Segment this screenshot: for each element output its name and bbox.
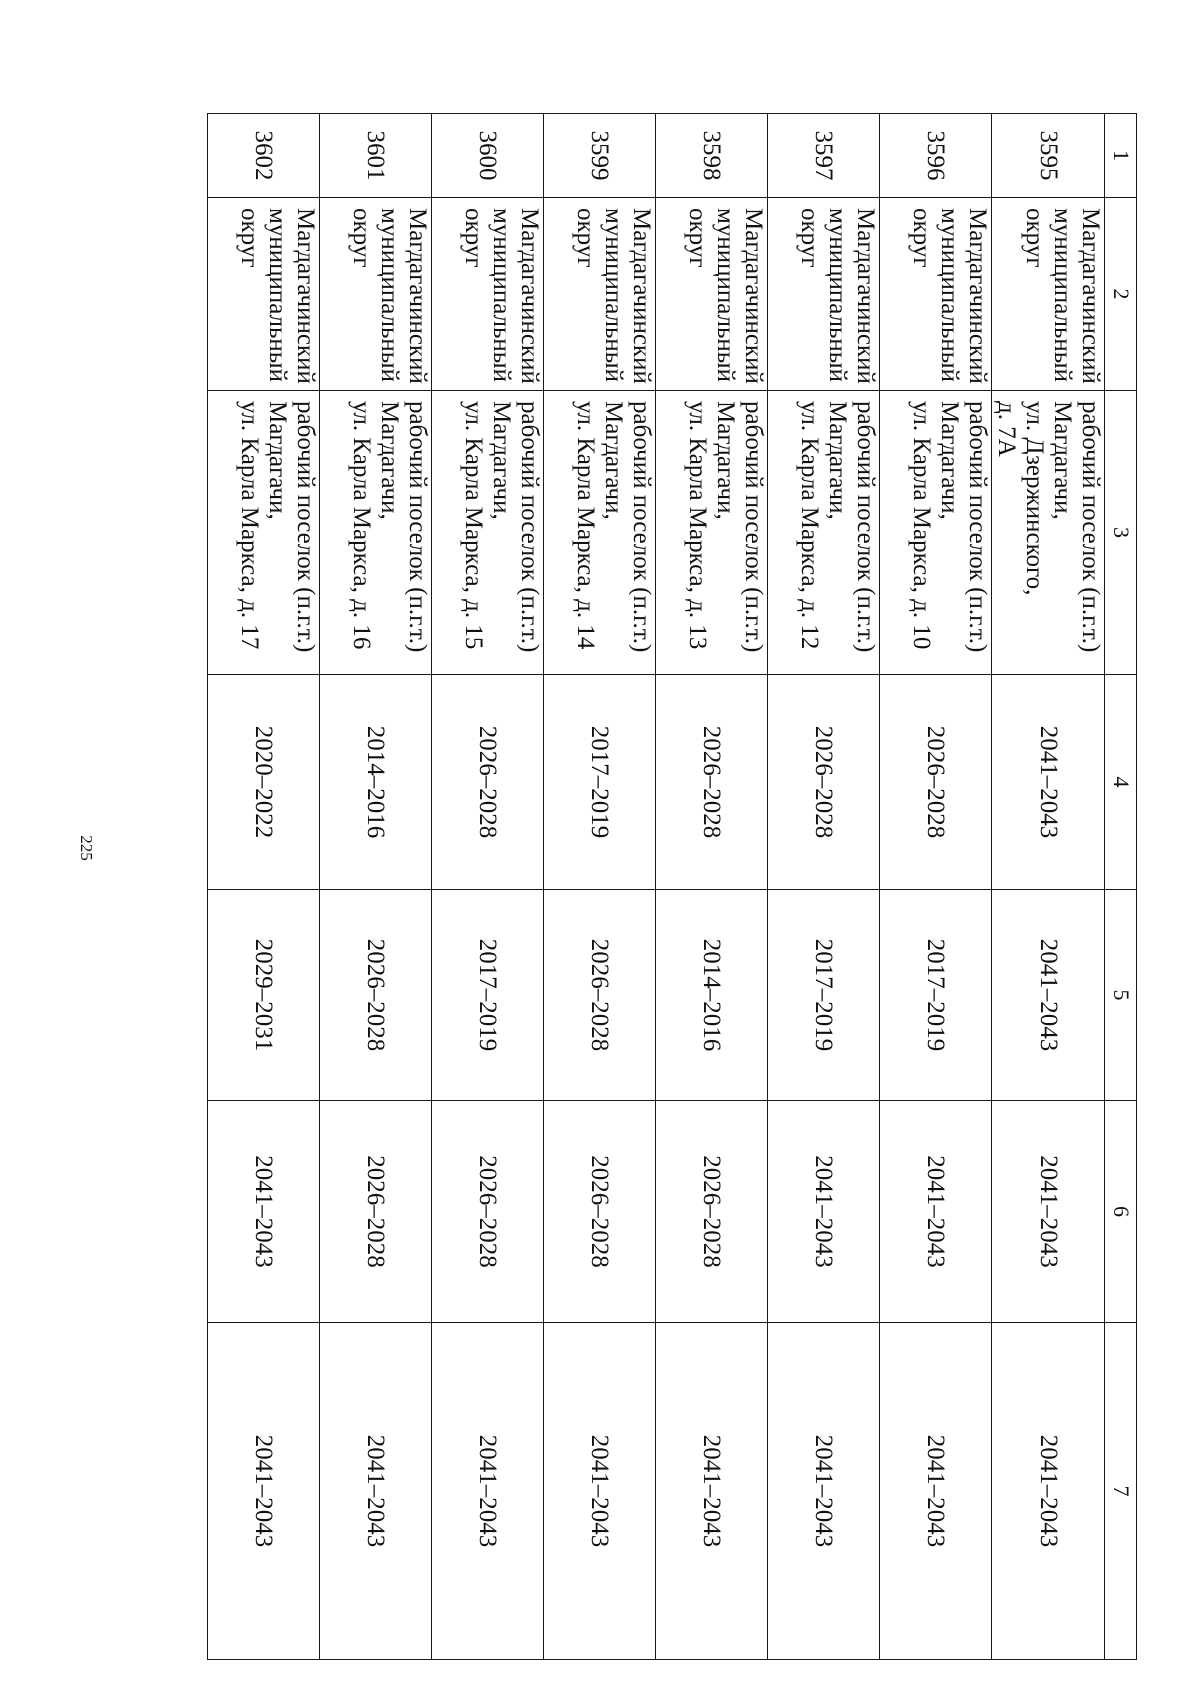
district-line: округ [908,208,935,268]
table-row [768,114,880,1660]
period-cell-col4: 2017–2019 [544,675,656,890]
period-cell-col4: 2026–2028 [768,675,880,890]
period-cell-col7: 2041–2043 [768,1323,880,1660]
district-line: муниципальный [264,208,291,382]
address-line: ул. Карла Маркса, д. 13 [684,401,711,650]
district-line: Магдагачинский [404,208,431,384]
address-cell [432,391,544,675]
address-line: рабочий поселок (п.г.т.) [852,401,879,653]
address-line: ул. Карла Маркса, д. 14 [572,401,599,650]
table-row [656,114,768,1660]
address-line: рабочий поселок (п.г.т.) [1077,401,1104,653]
column-header: 4 [1105,675,1137,890]
data-table [207,113,1137,1660]
address-line: ул. Карла Маркса, д. 12 [796,401,823,650]
district-line: муниципальный [936,208,963,382]
column-header: 3 [1105,391,1137,675]
table-row [992,114,1105,1660]
period-cell-col5: 2026–2028 [544,890,656,1101]
table-row [432,114,544,1660]
district-line: округ [348,208,375,268]
column-header: 7 [1105,1323,1137,1660]
address-line: рабочий поселок (п.г.т.) [292,401,319,653]
table-row [880,114,992,1660]
period-cell-col7: 2041–2043 [880,1323,992,1660]
address-line: Магдагачи, [264,401,291,520]
table-row [320,114,432,1660]
district-line: Магдагачинский [292,208,319,384]
district-line: округ [1021,208,1048,268]
page-number: 225 [77,835,96,861]
address-line: д. 7А [993,401,1020,457]
record-number-cell: 3596 [880,114,992,198]
address-line: Магдагачи, [488,401,515,520]
district-line: округ [236,208,263,268]
record-number-cell: 3600 [432,114,544,198]
address-cell [544,391,656,675]
address-cell [320,391,432,675]
period-cell-col6: 2041–2043 [768,1101,880,1323]
period-cell-col7: 2041–2043 [544,1323,656,1660]
period-cell-col7: 2041–2043 [992,1323,1105,1660]
address-line: ул. Карла Маркса, д. 16 [348,401,375,650]
address-line: ул. Карла Маркса, д. 10 [908,401,935,650]
address-cell [768,391,880,675]
period-cell-col4: 2041–2043 [992,675,1105,890]
period-cell-col5: 2017–2019 [880,890,992,1101]
address-cell [656,391,768,675]
address-cell [208,391,320,675]
district-line: муниципальный [488,208,515,382]
district-line: Магдагачинский [1077,208,1104,384]
column-header: 6 [1105,1101,1137,1323]
district-line: Магдагачинский [628,208,655,384]
district-cell [544,198,656,391]
period-cell-col7: 2041–2043 [656,1323,768,1660]
district-line: Магдагачинский [852,208,879,384]
address-line: Магдагачи, [712,401,739,520]
address-line: рабочий поселок (п.г.т.) [404,401,431,653]
address-line: рабочий поселок (п.г.т.) [964,401,991,653]
district-cell [656,198,768,391]
column-header: 2 [1105,198,1137,391]
district-line: округ [796,208,823,268]
district-cell [880,198,992,391]
record-number-cell: 3595 [992,114,1105,198]
district-line: муниципальный [1049,208,1076,382]
period-cell-col7: 2041–2043 [320,1323,432,1660]
header-row [1105,114,1137,1660]
district-line: Магдагачинский [740,208,767,384]
record-number-cell: 3598 [656,114,768,198]
period-cell-col7: 2041–2043 [208,1323,320,1660]
district-cell [208,198,320,391]
table-container [177,113,1137,1659]
district-cell [992,198,1105,391]
address-cell [992,391,1105,675]
period-cell-col6: 2026–2028 [656,1101,768,1323]
address-line: ул. Дзержинского, [1021,401,1048,596]
record-number-cell: 3602 [208,114,320,198]
period-cell-col6: 2041–2043 [992,1101,1105,1323]
period-cell-col5: 2029–2031 [208,890,320,1101]
period-cell-col4: 2026–2028 [656,675,768,890]
district-line: муниципальный [712,208,739,382]
district-cell [432,198,544,391]
district-line: муниципальный [824,208,851,382]
district-line: муниципальный [376,208,403,382]
district-line: муниципальный [600,208,627,382]
address-line: ул. Карла Маркса, д. 15 [460,401,487,650]
address-line: рабочий поселок (п.г.т.) [628,401,655,653]
period-cell-col4: 2020–2022 [208,675,320,890]
period-cell-col4: 2014–2016 [320,675,432,890]
period-cell-col4: 2026–2028 [432,675,544,890]
district-line: округ [460,208,487,268]
address-line: Магдагачи, [936,401,963,520]
address-line: Магдагачи, [1049,401,1076,520]
address-line: рабочий поселок (п.г.т.) [516,401,543,653]
period-cell-col6: 2041–2043 [880,1101,992,1323]
district-line: округ [684,208,711,268]
period-cell-col6: 2041–2043 [208,1101,320,1323]
period-cell-col7: 2041–2043 [432,1323,544,1660]
table-row [544,114,656,1660]
address-line: Магдагачи, [600,401,627,520]
district-cell [768,198,880,391]
period-cell-col4: 2026–2028 [880,675,992,890]
district-line: Магдагачинский [964,208,991,384]
table-body [208,114,1105,1660]
address-line: Магдагачи, [376,401,403,520]
period-cell-col6: 2026–2028 [432,1101,544,1323]
column-header: 5 [1105,890,1137,1101]
period-cell-col5: 2041–2043 [992,890,1105,1101]
address-line: рабочий поселок (п.г.т.) [740,401,767,653]
period-cell-col6: 2026–2028 [544,1101,656,1323]
district-line: Магдагачинский [516,208,543,384]
table-row [208,114,320,1660]
district-cell [320,198,432,391]
record-number-cell: 3599 [544,114,656,198]
address-line: Магдагачи, [824,401,851,520]
period-cell-col5: 2017–2019 [768,890,880,1101]
record-number-cell: 3597 [768,114,880,198]
period-cell-col5: 2014–2016 [656,890,768,1101]
address-cell [880,391,992,675]
district-line: округ [572,208,599,268]
record-number-cell: 3601 [320,114,432,198]
period-cell-col6: 2026–2028 [320,1101,432,1323]
address-line: ул. Карла Маркса, д. 17 [236,401,263,650]
period-cell-col5: 2026–2028 [320,890,432,1101]
period-cell-col5: 2017–2019 [432,890,544,1101]
column-header: 1 [1105,114,1137,198]
